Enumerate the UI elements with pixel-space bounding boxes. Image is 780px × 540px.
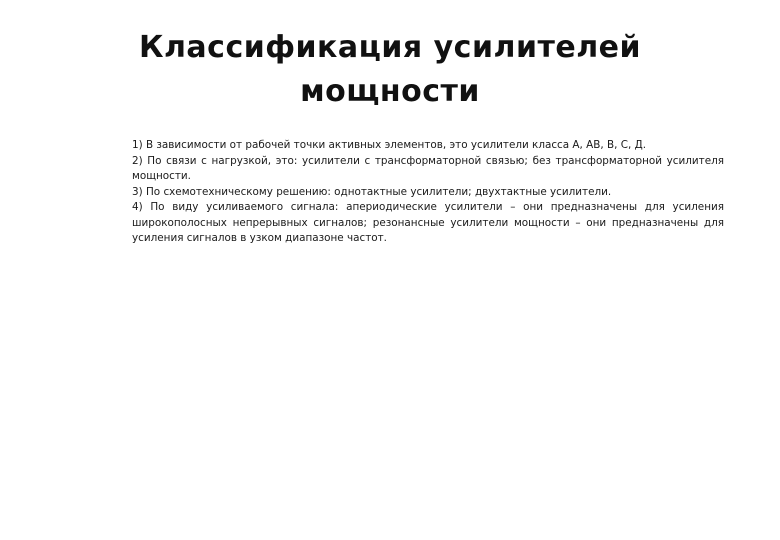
slide-body [132,138,724,247]
slide-title [100,26,680,114]
classification-item-3: 3) По схемотехническому решению: однотактные усилители; двухтактные усилители. [132,185,612,198]
classification-item-1: 1) В зависимости от рабочей точки активных элементов, это усилители класса А, АВ, В, С, Д. [132,139,647,151]
slide-title-line-2: мощности [300,74,480,109]
slide-title-line-1: Классификация усилителей [138,30,642,65]
classification-item-2: 2) По связи с нагрузкой, это: усилители с трансформаторной связью; без трансформаторной усилителя мощности. [132,154,724,182]
classification-item-4: 4) По виду усиливаемого сигнала: апериодические усилители – они предназначены для усиления широкополосных непрерывных сигналов; резонансные усилители мощности – они предназначены для усиления сигналов в узком диапазоне частот. [132,201,724,244]
